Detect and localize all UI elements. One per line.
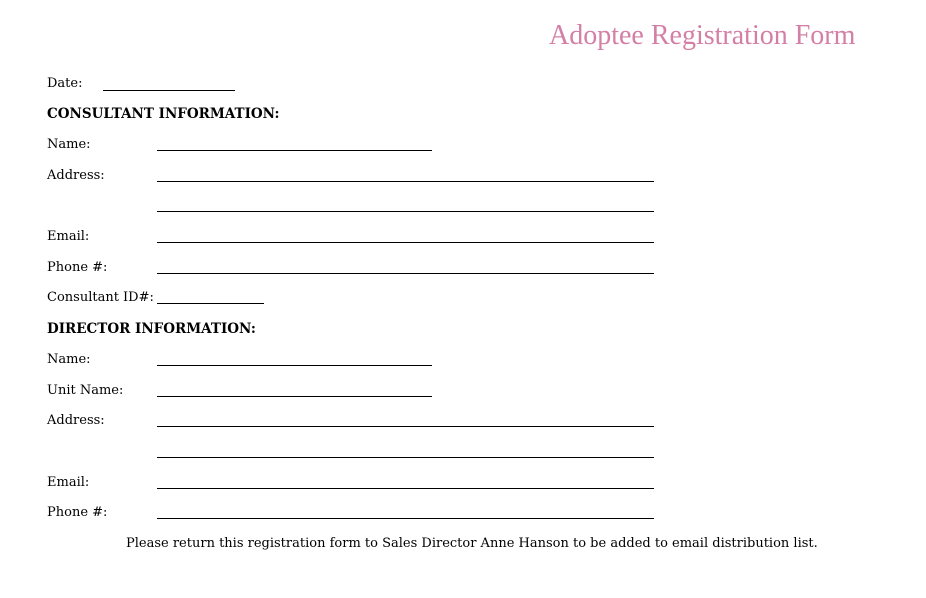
consultant-address-field-line-1[interactable] — [157, 181, 654, 182]
director-address-field-line-1[interactable] — [157, 426, 654, 427]
consultant-email-label: Email: — [47, 229, 90, 244]
director-unit-label: Unit Name: — [47, 383, 124, 398]
footer-instructions: Please return this registration form to Sales Director Anne Hanson to be added to email distribution list. — [126, 536, 818, 551]
form-title: Adoptee Registration Form — [549, 20, 856, 51]
director-email-label: Email: — [47, 475, 90, 490]
director-phone-label: Phone #: — [47, 505, 108, 520]
consultant-phone-label: Phone #: — [47, 260, 108, 275]
director-name-field[interactable] — [157, 365, 432, 366]
date-field[interactable] — [103, 90, 235, 91]
consultant-name-label: Name: — [47, 137, 91, 152]
consultant-phone-field[interactable] — [157, 273, 654, 274]
consultant-heading: CONSULTANT INFORMATION: — [47, 106, 280, 122]
director-phone-field[interactable] — [157, 518, 654, 519]
consultant-id-label: Consultant ID#: — [47, 290, 154, 305]
consultant-address-label: Address: — [47, 168, 105, 183]
director-unit-field[interactable] — [157, 396, 432, 397]
consultant-email-field[interactable] — [157, 242, 654, 243]
director-heading: DIRECTOR INFORMATION: — [47, 321, 256, 337]
consultant-name-field[interactable] — [157, 150, 432, 151]
date-label: Date: — [47, 76, 83, 91]
consultant-id-field[interactable] — [157, 303, 264, 304]
director-name-label: Name: — [47, 352, 91, 367]
director-address-label: Address: — [47, 413, 105, 428]
consultant-address-field-line-2[interactable] — [157, 211, 654, 212]
director-email-field[interactable] — [157, 488, 654, 489]
director-address-field-line-2[interactable] — [157, 457, 654, 458]
